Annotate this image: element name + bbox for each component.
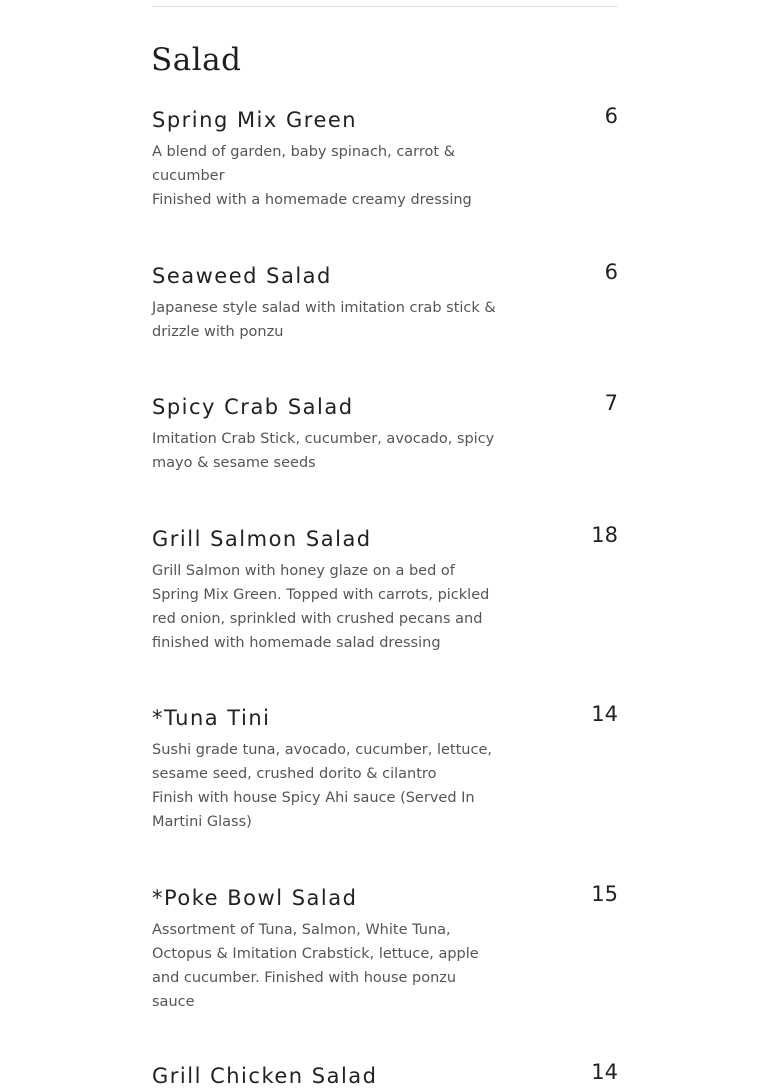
section-title: Salad: [151, 42, 242, 78]
item-price: 14: [591, 702, 618, 726]
description-line: mayo & sesame seeds: [152, 455, 316, 471]
item-name: Seaweed Salad: [152, 264, 332, 288]
item-name: Spicy Crab Salad: [152, 395, 354, 419]
menu-item: [152, 262, 618, 344]
description-line: and cucumber. Finished with house ponzu: [152, 970, 457, 986]
description-line: red onion, sprinkled with crushed pecans and: [152, 611, 483, 627]
description-line: Assortment of Tuna, Salmon, White Tuna,: [152, 922, 451, 938]
item-description: [152, 559, 490, 655]
menu-item: [152, 704, 618, 834]
item-description: [152, 296, 496, 344]
item-description: [152, 140, 487, 212]
menu-item: [152, 393, 618, 475]
description-line: drizzle with ponzu: [152, 324, 284, 340]
description-line: cucumber: [152, 168, 225, 184]
item-description: [152, 427, 495, 475]
description-line: Imitation Crab Stick, cucumber, avocado, spicy: [152, 431, 495, 447]
menu-item: [152, 1062, 618, 1089]
item-price: 6: [604, 104, 618, 128]
menu-item: [152, 525, 618, 655]
menu-item: [152, 106, 618, 212]
description-line: Japanese style salad with imitation crab stick &: [152, 300, 496, 316]
description-line: Finished with a homemade creamy dressing: [152, 192, 472, 208]
description-line: Grill Salmon with honey glaze on a bed of: [152, 563, 455, 579]
item-price: 15: [591, 882, 618, 906]
section-divider: [152, 6, 618, 7]
description-line: finished with homemade salad dressing: [152, 635, 441, 651]
description-line: sesame seed, crushed dorito & cilantro: [152, 766, 437, 782]
item-price: 18: [591, 523, 618, 547]
item-name: *Tuna Tini: [152, 706, 271, 730]
description-line: sauce: [152, 994, 195, 1010]
description-line: A blend of garden, baby spinach, carrot &: [152, 144, 456, 160]
description-line: Finish with house Spicy Ahi sauce (Served In: [152, 790, 475, 806]
item-name: Spring Mix Green: [152, 108, 358, 132]
item-price: 14: [591, 1060, 618, 1084]
description-line: Spring Mix Green. Topped with carrots, pickled: [152, 587, 490, 603]
item-price: 6: [604, 260, 618, 284]
item-description: [152, 738, 492, 834]
item-name: Grill Chicken Salad: [152, 1064, 378, 1088]
item-price: 7: [604, 391, 618, 415]
description-line: Martini Glass): [152, 814, 252, 830]
menu-item: [152, 884, 618, 1014]
item-name: Grill Salmon Salad: [152, 527, 372, 551]
item-name: *Poke Bowl Salad: [152, 886, 358, 910]
description-line: Octopus & Imitation Crabstick, lettuce, apple: [152, 946, 479, 962]
description-line: Sushi grade tuna, avocado, cucumber, lettuce,: [152, 742, 492, 758]
item-description: [152, 918, 487, 1014]
